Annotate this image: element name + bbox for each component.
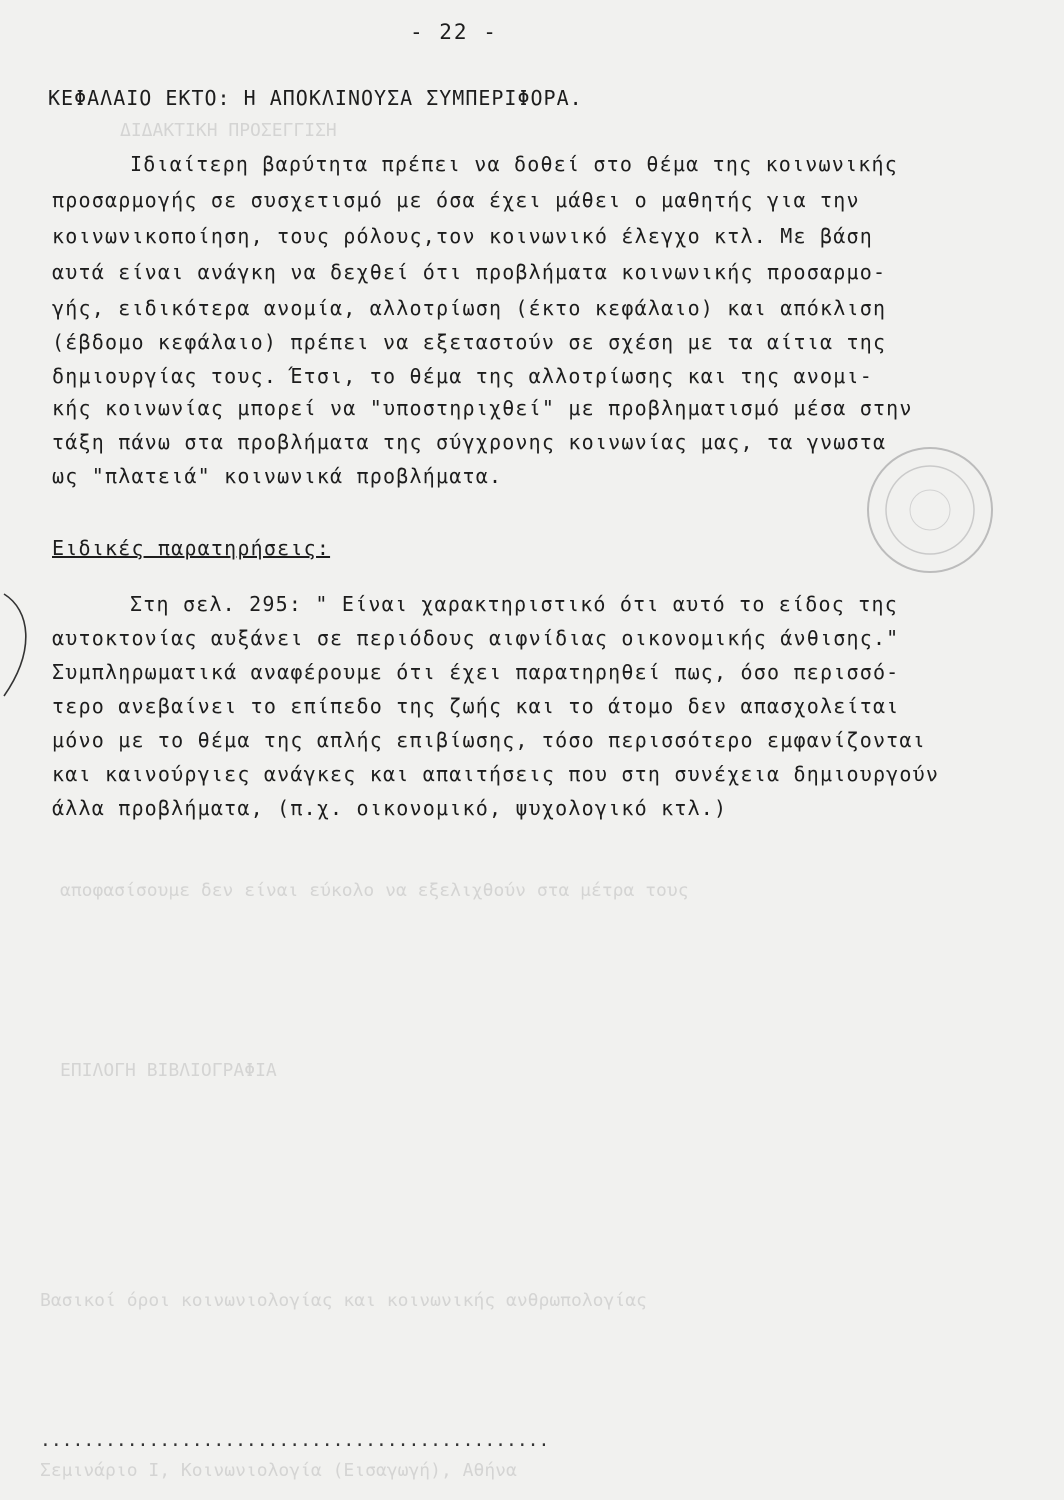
bleed-through-text: Σεμινάριο Ι, Κοινωνιολογία (Εισαγωγή), Αθήνα [40,1460,517,1481]
paragraph-line: τάξη πάνω στα προβλήματα της σύγχρονης κοινωνίας μας, τα γνωστα [52,430,887,454]
paragraph-line: μόνο με το θέμα της απλής επιβίωσης, τόσο περισσότερο εμφανίζονται [52,728,926,752]
bleed-through-text: ΕΠΙΛΟΓΗ ΒΙΒΛΙΟΓΡΑΦΙΑ [60,1060,277,1081]
paragraph-line: κής κοινωνίας μπορεί να "υποστηριχθεί" με προβληματισμό μέσα στην [52,396,913,420]
paragraph-line: γής, ειδικότερα ανομία, αλλοτρίωση (έκτο κεφάλαιο) και απόκλιση [52,296,887,320]
paragraph-line: προσαρμογής σε συσχετισμό με όσα έχει μάθει ο μαθητής για την [52,188,860,212]
paragraph-line: Στη σελ. 295: " Είναι χαρακτηριστικό ότι αυτό το είδος της [130,592,898,616]
paragraph-line: αυτά είναι ανάγκη να δεχθεί ότι προβλήματα κοινωνικής προσαρμο- [52,260,887,284]
page-number: - 22 - [410,20,498,44]
paragraph-line: ως "πλατειά" κοινωνικά προβλήματα. [52,464,503,488]
margin-bracket-mark [0,590,40,700]
bleed-through-text: αποφασίσουμε δεν είναι εύκολο να εξελιχθούν στα μέτρα τους [60,880,689,901]
section-heading: Ειδικές παρατηρήσεις: [52,536,331,560]
bleed-through-text: Βασικοί όροι κοινωνιολογίας και κοινωνικής ανθρωπολογίας [40,1290,647,1311]
paragraph-line: τερο ανεβαίνει το επίπεδο της ζωής και το άτομο δεν απασχολείται [52,694,900,718]
paragraph-line: (έβδομο κεφάλαιο) πρέπει να εξεταστούν σε σχέση με τα αίτια της [52,330,887,354]
dotted-line: ............................................... [40,1430,550,1451]
paragraph-line: αυτοκτονίας αυξάνει σε περιόδους αιφνίδιας οικονομικής άνθισης." [52,626,900,650]
paragraph-line: Ιδιαίτερη βαρύτητα πρέπει να δοθεί στο θέμα της κοινωνικής [130,152,898,176]
faded-stamp-icon [820,440,1000,590]
paragraph-line: Συμπληρωματικά αναφέρουμε ότι έχει παρατηρηθεί πως, όσο περισσό- [52,660,900,684]
chapter-title: ΚΕΦΑΛΑΙΟ ΕΚΤΟ: Η ΑΠΟΚΛΙΝΟΥΣΑ ΣΥΜΠΕΡΙΦΟΡΑ. [48,86,583,110]
paragraph-line: κοινωνικοποίηση, τους ρόλους,τον κοινωνικό έλεγχο κτλ. Με βάση [52,224,873,248]
bleed-through-text: ΔΙΔΑΚΤΙΚΗ ΠΡΟΣΕΓΓΙΣΗ [120,120,337,141]
paragraph-line: δημιουργίας τους. Έτσι, το θέμα της αλλοτρίωσης και της ανομι- [52,364,873,388]
paragraph-line: άλλα προβλήματα, (π.χ. οικονομικό, ψυχολογικό κτλ.) [52,796,728,820]
paragraph-line: και καινούργιες ανάγκες και απαιτήσεις που στη συνέχεια δημιουργούν [52,762,940,786]
